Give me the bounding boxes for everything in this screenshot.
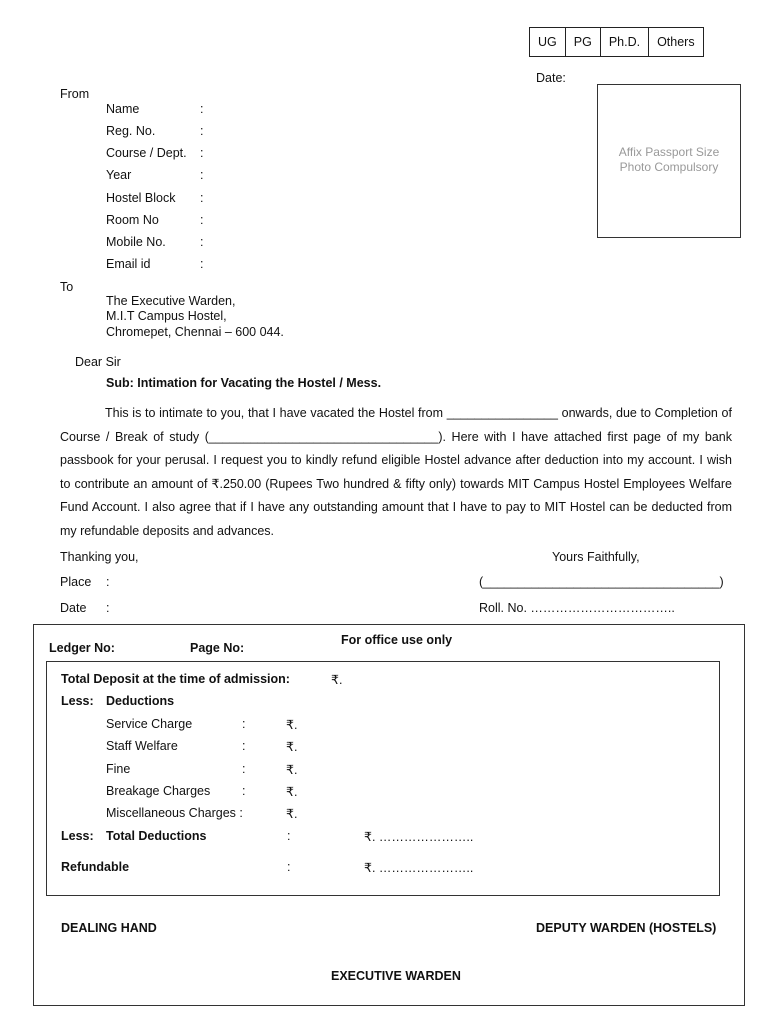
total-deductions-colon: : [287, 829, 291, 843]
page-no-label: Page No: [190, 641, 245, 655]
place-label: Place [60, 575, 92, 589]
refundable-label: Refundable [61, 860, 130, 874]
field-label: Room No [106, 213, 159, 227]
programme-ug[interactable]: UG [530, 28, 566, 57]
ledger-no-label: Ledger No: [49, 641, 115, 655]
deduction-amount: ₹. [286, 740, 298, 754]
programme-others[interactable]: Others [649, 28, 704, 57]
letter-body [60, 402, 732, 543]
total-deductions-amount: ₹. ………………….. [364, 830, 474, 844]
refundable-colon: : [287, 860, 291, 874]
from-label: From [60, 87, 90, 101]
field-colon: : [200, 102, 204, 116]
date-closing-label: Date [60, 601, 87, 615]
roll-number[interactable]: Roll. No. …………………………….. [479, 601, 675, 615]
deduction-amount: ₹. [286, 785, 298, 799]
date-colon: : [106, 601, 110, 615]
field-label: Hostel Block [106, 191, 176, 205]
deputy-warden-signature: DEPUTY WARDEN (HOSTELS) [536, 921, 717, 935]
to-address-line1: The Executive Warden, [106, 294, 236, 308]
office-use-box [33, 624, 745, 1006]
deduction-label: Breakage Charges [106, 784, 211, 798]
deduction-label: Fine [106, 762, 131, 776]
deduction-colon: : [242, 739, 246, 753]
field-label: Mobile No. [106, 235, 166, 249]
total-deposit-label: Total Deposit at the time of admission: [61, 672, 290, 686]
to-label: To [60, 280, 74, 294]
programme-pg[interactable]: PG [565, 28, 600, 57]
field-colon: : [200, 213, 204, 227]
thanking-text: Thanking you, [60, 550, 139, 564]
less-total-label: Less: [61, 829, 94, 843]
deduction-amount: ₹. [286, 807, 298, 821]
deduction-amount: ₹. [286, 718, 298, 732]
office-use-title: For office use only [341, 633, 453, 647]
deductions-heading: Deductions [106, 694, 175, 708]
refundable-amount: ₹. ………………….. [364, 861, 474, 875]
field-label: Year [106, 168, 132, 182]
field-colon: : [200, 124, 204, 138]
field-label: Reg. No. [106, 124, 156, 138]
deduction-label: Miscellaneous Charges : [106, 806, 243, 820]
to-address-line2: M.I.T Campus Hostel, [106, 309, 227, 323]
deduction-colon: : [242, 784, 246, 798]
photo-instruction-line1: Affix Passport Size [618, 145, 720, 159]
deduction-label: Staff Welfare [106, 739, 178, 753]
field-colon: : [200, 191, 204, 205]
yours-faithfully: Yours Faithfully, [552, 550, 640, 564]
field-label: Email id [106, 257, 151, 271]
place-colon: : [106, 575, 110, 589]
to-address-line3: Chromepet, Chennai – 600 044. [106, 325, 284, 339]
field-colon: : [200, 235, 204, 249]
deduction-colon: : [242, 717, 246, 731]
signature-line[interactable]: (__________________________________) [479, 575, 724, 589]
letter-body-text: This is to intimate to you, that I have vacated the Hostel from ________________ onwards, due to Completion of Course / Break of study (_________________________________). Here with I have attached first page of my bank passbook for your perusal. I request you to kindly refund eligible Hostel advance after deduction into my account. I wish to contribute an amount of ₹.250.00 (Rupees Two hundred & fifty only) towards MIT Campus Hostel Employees Welfare Fund Account. I also agree that if I have any outstanding amount that I have to pay to MIT Hostel can be deducted from my refundable deposits and advances. [60, 406, 732, 538]
field-label: Course / Dept. [106, 146, 187, 160]
programme-phd[interactable]: Ph.D. [600, 28, 648, 57]
deduction-amount: ₹. [286, 763, 298, 777]
total-deposit-amount: ₹. [331, 673, 343, 687]
photo-box [597, 84, 741, 238]
subject-line: Sub: Intimation for Vacating the Hostel / Mess. [106, 376, 382, 390]
photo-instruction-line2: Photo Compulsory [619, 160, 719, 174]
deposit-box [46, 661, 720, 896]
field-colon: : [200, 146, 204, 160]
executive-warden-signature: EXECUTIVE WARDEN [331, 969, 461, 983]
date-label: Date: [536, 71, 566, 85]
field-colon: : [200, 168, 204, 182]
deduction-label: Service Charge [106, 717, 193, 731]
salutation: Dear Sir [75, 355, 121, 369]
field-label: Name [106, 102, 140, 116]
programme-table [529, 27, 704, 57]
less-label: Less: [61, 694, 94, 708]
dealing-hand-signature: DEALING HAND [61, 921, 157, 935]
deduction-colon: : [242, 762, 246, 776]
total-deductions-label: Total Deductions [106, 829, 207, 843]
field-colon: : [200, 257, 204, 271]
